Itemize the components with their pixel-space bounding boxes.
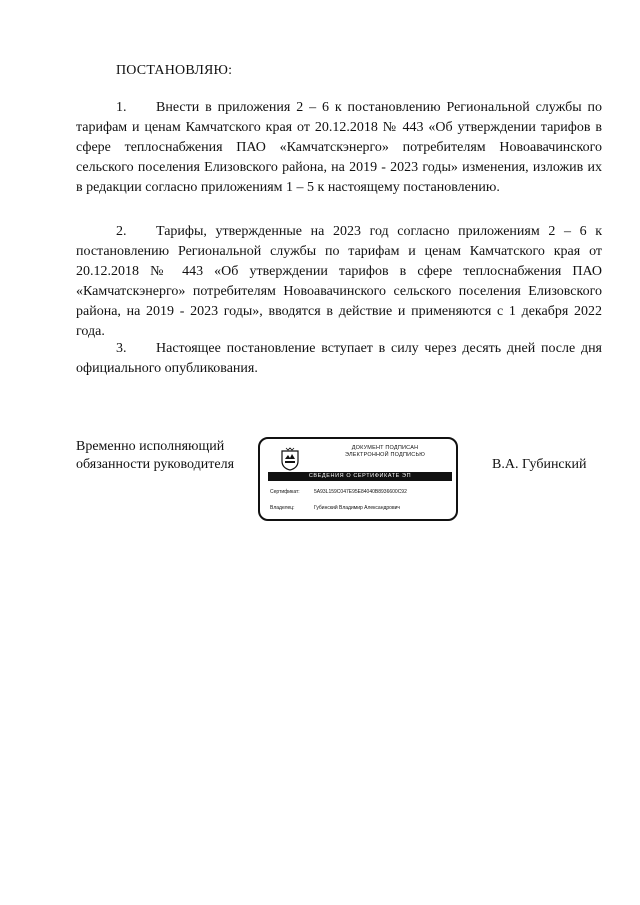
paragraph-number: 2. xyxy=(116,224,127,239)
certificate-value: 5A93L159C047E95E84040B8936600C92 xyxy=(314,489,407,495)
coat-of-arms-icon xyxy=(280,447,300,471)
paragraph-number: 1. xyxy=(116,100,127,115)
stamp-title xyxy=(320,445,450,459)
signatory-role-line-2: обязанности руководителя xyxy=(76,457,235,472)
signatory-role xyxy=(76,438,234,474)
certificate-label: Сертификат: xyxy=(270,489,300,495)
signatory-role-line-1: Временно исполняющий xyxy=(76,439,225,454)
stamp-title-line-2: ЭЛЕКТРОННОЙ ПОДПИСЬЮ xyxy=(344,452,426,458)
stamp-owner-row xyxy=(270,505,400,512)
paragraph-number: 3. xyxy=(116,341,127,356)
stamp-certificate-bar: СВЕДЕНИЯ О СЕРТИФИКАТЕ ЭП xyxy=(268,472,452,481)
decree-heading: ПОСТАНОВЛЯЮ: xyxy=(116,63,233,78)
paragraph-text: Настоящее постановление вступает в силу через десять дней после дня официального опубликования. xyxy=(76,341,602,376)
stamp-title-line-1: ДОКУМЕНТ ПОДПИСАН xyxy=(351,445,419,451)
paragraph-2 xyxy=(76,222,602,342)
owner-value: Губинский Владимир Александрович xyxy=(314,505,401,511)
paragraph-3 xyxy=(76,339,602,379)
paragraph-text: Внести в приложения 2 – 6 к постановлению Региональной службы по тарифам и ценам Камчатского края от 20.12.2018 № 443 «Об утверждении тарифов в сфере теплоснабжения ПАО «Камчатскэнерго» потребителям Новоавачинского сельского поселения Елизовского района, на 2019 - 2023 годы» изменения, изложив их в редакции согласно приложениям 1 – 5 к настоящему постановлению. xyxy=(76,100,602,195)
stamp-certificate-row xyxy=(270,489,407,496)
signatory-name: В.А. Губинский xyxy=(492,457,587,472)
electronic-signature-stamp xyxy=(258,437,458,521)
owner-label: Владелец: xyxy=(270,505,295,511)
paragraph-1 xyxy=(76,98,602,198)
paragraph-text: Тарифы, утвержденные на 2023 год согласно приложениям 2 – 6 к постановлению Региональной службы по тарифам и ценам Камчатского края от 20.12.2018 № 443 «Об утверждении тарифов в сфере теплоснабжения ПАО «Камчатскэнерго» потребителям Новоавачинского сельского поселения Елизовского района, на 2019 - 2023 годы», вводятся в действие и применяются с 1 декабря 2022 года. xyxy=(76,224,602,339)
